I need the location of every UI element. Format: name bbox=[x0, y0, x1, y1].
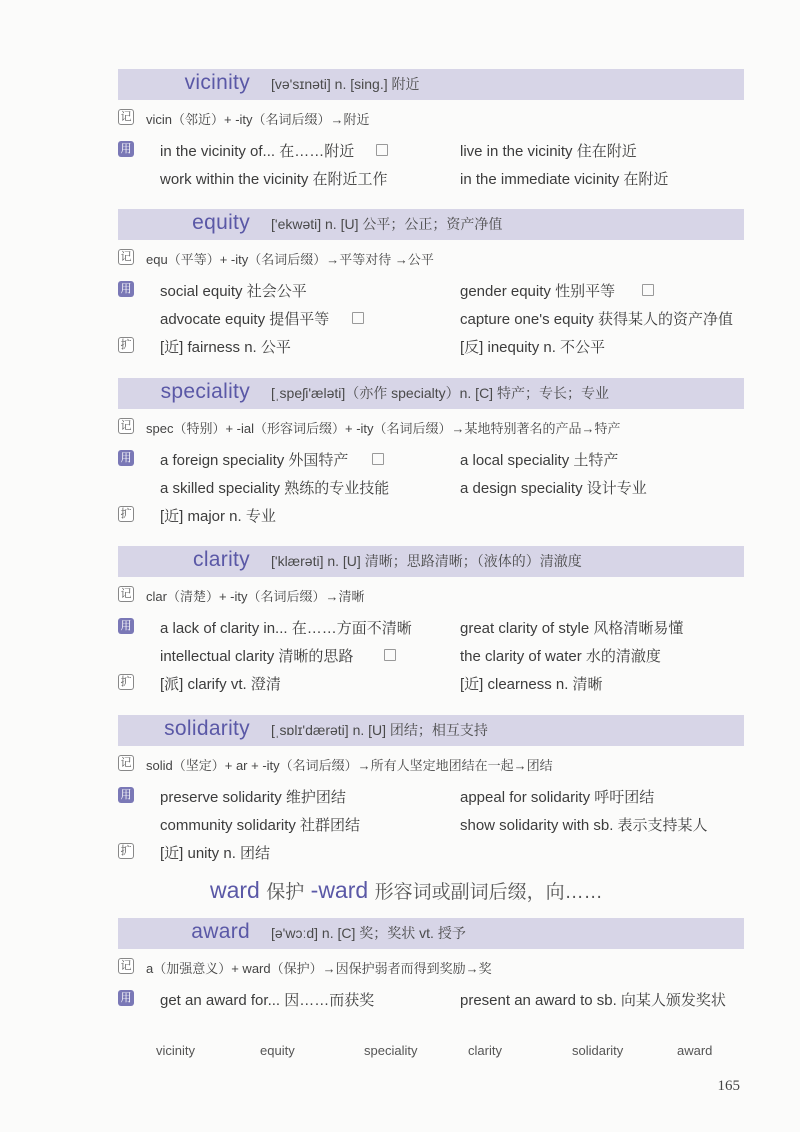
memory-text: equ（平等）+ -ity（名词后缀）→平等对待 →公平 bbox=[146, 252, 434, 267]
usage-item: capture one's equity 获得某人的资产净值 bbox=[460, 311, 733, 328]
memory-tag-icon: 记 bbox=[118, 109, 134, 125]
memory-tag-icon: 记 bbox=[118, 249, 134, 265]
audio-icon[interactable] bbox=[384, 649, 396, 661]
definition: [ˌspeʃi'æləti]（亦作 specialty）n. [C] 特产；专长；专业 bbox=[271, 385, 609, 401]
entry-vicinity bbox=[118, 69, 744, 188]
usage-item: live in the vicinity 住在附近 bbox=[460, 143, 637, 160]
extension-item: [近] clearness n. 清晰 bbox=[460, 676, 603, 693]
footer-word: award bbox=[677, 1043, 713, 1058]
headword: vicinity bbox=[184, 71, 250, 94]
extension-tag-icon: 扩 bbox=[118, 674, 134, 690]
audio-icon[interactable] bbox=[372, 453, 384, 465]
extension-item: [近] major n. 专业 bbox=[160, 508, 276, 525]
definition: [ˌsɒlɪ'dærəti] n. [U] 团结；相互支持 bbox=[271, 722, 488, 738]
extension-tag-icon: 扩 bbox=[118, 506, 134, 522]
usage-item: a lack of clarity in... 在……方面不清晰 bbox=[160, 620, 412, 637]
usage-item: a skilled speciality 熟练的专业技能 bbox=[160, 480, 390, 497]
usage-item: gender equity 性别平等 bbox=[460, 283, 616, 300]
usage-tag-icon: 用 bbox=[118, 990, 134, 1006]
entry-solidarity bbox=[118, 715, 744, 862]
headword: equity bbox=[192, 211, 250, 234]
definition: ['klærəti] n. [U] 清晰；思路清晰；（液体的）清澈度 bbox=[271, 553, 582, 569]
usage-item: preserve solidarity 维护团结 bbox=[160, 789, 346, 806]
page-number: 165 bbox=[717, 1078, 740, 1094]
memory-text: a（加强意义）+ ward（保护）→因保护弱者而得到奖励→奖 bbox=[146, 961, 492, 976]
definition: ['ekwəti] n. [U] 公平；公正；资产净值 bbox=[271, 216, 503, 232]
headword: clarity bbox=[193, 548, 250, 571]
footer-word: vicinity bbox=[156, 1043, 196, 1058]
headword: solidarity bbox=[164, 717, 250, 740]
memory-text: solid（坚定）+ ar + -ity（名词后缀）→所有人坚定地团结在一起→团结 bbox=[146, 758, 553, 773]
usage-item: a local speciality 土特产 bbox=[460, 452, 619, 469]
usage-item: appeal for solidarity 呼吁团结 bbox=[460, 789, 655, 806]
extension-item: [近] fairness n. 公平 bbox=[160, 339, 291, 356]
usage-tag-icon: 用 bbox=[118, 618, 134, 634]
extension-item: [近] unity n. 团结 bbox=[160, 845, 271, 862]
usage-item: a design speciality 设计专业 bbox=[460, 480, 647, 497]
memory-tag-icon: 记 bbox=[118, 586, 134, 602]
usage-tag-icon: 用 bbox=[118, 281, 134, 297]
entry-clarity bbox=[118, 546, 744, 693]
footer-word: clarity bbox=[468, 1043, 502, 1058]
memory-text: clar（清楚）+ -ity（名词后缀）→清晰 bbox=[146, 589, 365, 604]
definition: [və'sɪnəti] n. [sing.] 附近 bbox=[271, 76, 420, 92]
root-meaning: 保护 bbox=[266, 882, 305, 903]
usage-item: great clarity of style 风格清晰易懂 bbox=[460, 620, 684, 637]
suffix-meaning: 形容词或副词后缀，向…… bbox=[374, 882, 603, 903]
usage-item: show solidarity with sb. 表示支持某人 bbox=[460, 817, 708, 834]
root-word: ward bbox=[210, 877, 260, 903]
memory-text: spec（特别）+ -ial（形容词后缀）+ -ity（名词后缀）→某地特别著名的产品→特产 bbox=[146, 421, 621, 436]
usage-item: present an award to sb. 向某人颁发奖状 bbox=[460, 992, 726, 1009]
usage-item: a foreign speciality 外国特产 bbox=[160, 452, 349, 469]
audio-icon[interactable] bbox=[642, 284, 654, 296]
usage-item: get an award for... 因……而获奖 bbox=[160, 992, 375, 1009]
definition: [ə'wɔːd] n. [C] 奖；奖状 vt. 授予 bbox=[271, 925, 466, 941]
entry-header bbox=[118, 69, 744, 100]
footer-word: equity bbox=[260, 1043, 295, 1058]
entry-equity bbox=[118, 209, 744, 356]
usage-item: the clarity of water 水的清澈度 bbox=[460, 648, 661, 665]
entry-header bbox=[118, 378, 744, 409]
memory-tag-icon: 记 bbox=[118, 755, 134, 771]
entry-header bbox=[118, 546, 744, 577]
memory-text: vicin（邻近）+ -ity（名词后缀）→附近 bbox=[146, 112, 370, 127]
entry-award bbox=[118, 918, 744, 1009]
extension-item: [派] clarify vt. 澄清 bbox=[160, 676, 281, 693]
usage-item: in the vicinity of... 在……附近 bbox=[160, 143, 355, 160]
entry-header bbox=[118, 715, 744, 746]
headword: award bbox=[191, 920, 250, 943]
entry-header bbox=[118, 209, 744, 240]
memory-tag-icon: 记 bbox=[118, 958, 134, 974]
usage-tag-icon: 用 bbox=[118, 141, 134, 157]
footer-word: speciality bbox=[364, 1043, 418, 1058]
usage-tag-icon: 用 bbox=[118, 787, 134, 803]
usage-item: in the immediate vicinity 在附近 bbox=[460, 171, 669, 188]
audio-icon[interactable] bbox=[352, 312, 364, 324]
usage-item: community solidarity 社群团结 bbox=[160, 817, 361, 834]
usage-tag-icon: 用 bbox=[118, 450, 134, 466]
usage-item: intellectual clarity 清晰的思路 bbox=[160, 648, 354, 665]
extension-tag-icon: 扩 bbox=[118, 843, 134, 859]
usage-item: advocate equity 提倡平等 bbox=[160, 311, 330, 328]
memory-tag-icon: 记 bbox=[118, 418, 134, 434]
suffix-word: -ward bbox=[310, 877, 369, 903]
footer-word: solidarity bbox=[572, 1043, 624, 1058]
root-section-title bbox=[210, 877, 603, 904]
entry-header bbox=[118, 918, 744, 949]
headword: speciality bbox=[160, 380, 250, 403]
extension-tag-icon: 扩 bbox=[118, 337, 134, 353]
extension-item: [反] inequity n. 不公平 bbox=[460, 339, 606, 356]
audio-icon[interactable] bbox=[376, 144, 388, 156]
usage-item: work within the vicinity 在附近工作 bbox=[160, 171, 388, 188]
entry-speciality bbox=[118, 378, 744, 525]
usage-item: social equity 社会公平 bbox=[160, 283, 307, 300]
